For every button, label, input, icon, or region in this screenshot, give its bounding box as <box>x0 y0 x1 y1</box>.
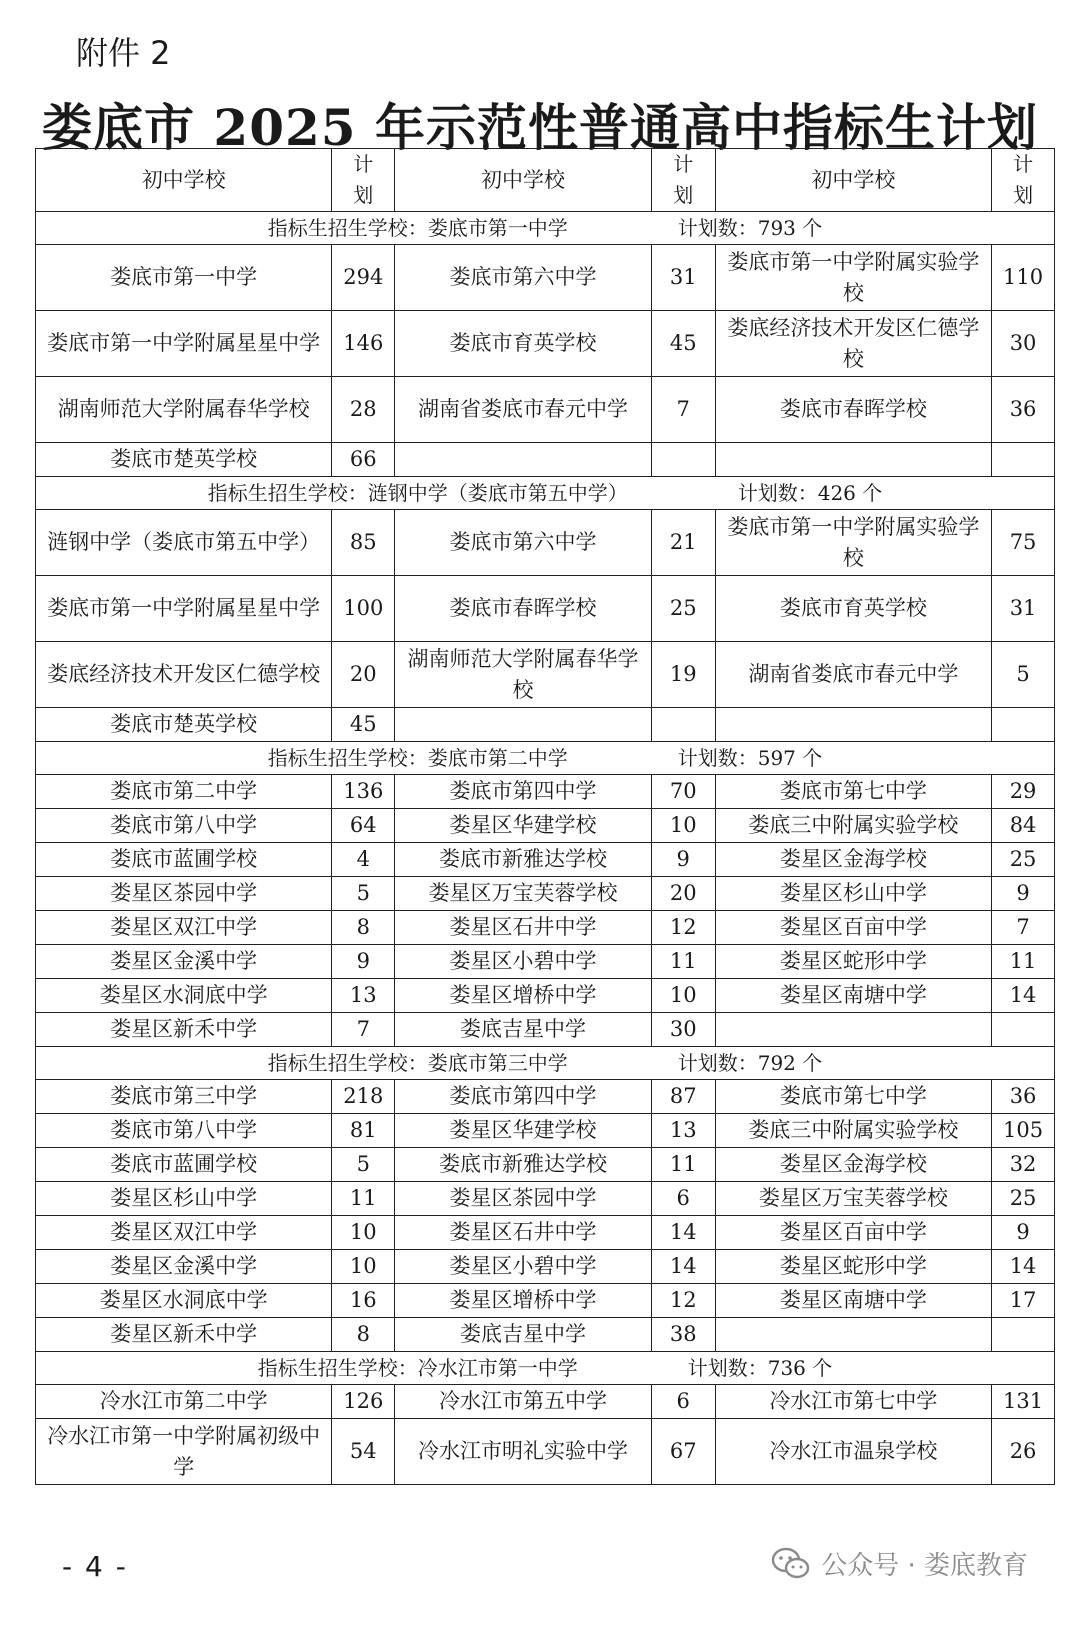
wechat-icon <box>771 1547 811 1581</box>
plan-count-cell: 9 <box>992 1216 1055 1250</box>
header-school: 初中学校 <box>36 149 332 212</box>
school-name-cell: 娄底市第八中学 <box>36 809 332 843</box>
school-name-cell: 娄底市第一中学附属星星中学 <box>36 311 332 377</box>
school-name-cell: 娄底市春晖学校 <box>715 377 991 443</box>
plan-count-cell: 30 <box>651 1013 715 1047</box>
school-name-cell: 娄底市第一中学附属实验学校 <box>715 510 991 576</box>
school-name-cell: 娄星区水洞底中学 <box>36 979 332 1013</box>
school-name-cell: 娄底吉星中学 <box>395 1013 652 1047</box>
school-name-cell: 娄底市第一中学附属实验学校 <box>715 245 991 311</box>
plan-count-cell: 5 <box>992 642 1055 708</box>
section-heading-row <box>36 1047 1055 1080</box>
watermark <box>771 1545 1028 1582</box>
school-name-cell: 涟钢中学（娄底市第五中学） <box>36 510 332 576</box>
school-name-cell: 冷水江市温泉学校 <box>715 1419 991 1485</box>
school-name-cell: 娄底市第二中学 <box>36 775 332 809</box>
header-school: 初中学校 <box>715 149 991 212</box>
table-row <box>36 1419 1055 1485</box>
plan-count-cell <box>651 708 715 742</box>
plan-count-cell: 21 <box>651 510 715 576</box>
plan-count-cell: 19 <box>651 642 715 708</box>
school-name-cell: 娄底市楚英学校 <box>36 708 332 742</box>
table-row <box>36 1250 1055 1284</box>
plan-count-cell: 66 <box>332 443 395 477</box>
section-school: 指标生招生学校：娄底市第二中学 <box>267 745 568 770</box>
table-row <box>36 1114 1055 1148</box>
school-name-cell: 娄星区百亩中学 <box>715 1216 991 1250</box>
school-name-cell: 娄底市第四中学 <box>395 775 652 809</box>
school-name-cell: 娄底市楚英学校 <box>36 443 332 477</box>
table-row <box>36 443 1055 477</box>
school-name-cell: 娄星区万宝芙蓉学校 <box>715 1182 991 1216</box>
plan-count-cell: 54 <box>332 1419 395 1485</box>
school-name-cell: 娄底市第四中学 <box>395 1080 652 1114</box>
plan-count-cell: 45 <box>651 311 715 377</box>
section-heading-row <box>36 742 1055 775</box>
plan-count-cell: 64 <box>332 809 395 843</box>
section-heading <box>36 477 1055 510</box>
school-name-cell <box>715 1013 991 1047</box>
plan-count-cell: 10 <box>332 1250 395 1284</box>
plan-count-cell: 11 <box>651 1148 715 1182</box>
plan-count-cell: 67 <box>651 1419 715 1485</box>
plan-count-cell: 6 <box>651 1182 715 1216</box>
school-name-cell: 娄底市蓝圃学校 <box>36 843 332 877</box>
plan-count-cell: 36 <box>992 377 1055 443</box>
plan-count-cell: 29 <box>992 775 1055 809</box>
school-name-cell: 娄底市第一中学附属星星中学 <box>36 576 332 642</box>
plan-count-cell: 26 <box>992 1419 1055 1485</box>
school-name-cell: 娄星区小碧中学 <box>395 945 652 979</box>
plan-count-cell: 8 <box>332 911 395 945</box>
table-row <box>36 245 1055 311</box>
school-name-cell <box>715 1318 991 1352</box>
plan-count-cell: 10 <box>332 1216 395 1250</box>
plan-count-cell: 7 <box>651 377 715 443</box>
school-name-cell: 娄星区金海学校 <box>715 843 991 877</box>
section-heading <box>36 212 1055 245</box>
plan-count-cell: 25 <box>651 576 715 642</box>
school-name-cell: 娄星区金溪中学 <box>36 1250 332 1284</box>
plan-count-cell <box>992 1318 1055 1352</box>
plan-count-cell: 25 <box>992 1182 1055 1216</box>
table-row <box>36 1284 1055 1318</box>
plan-count-cell: 17 <box>992 1284 1055 1318</box>
table-row <box>36 809 1055 843</box>
page-number: - 4 - <box>62 1550 128 1583</box>
plan-count-cell: 38 <box>651 1318 715 1352</box>
plan-count-cell: 87 <box>651 1080 715 1114</box>
plan-count-cell: 6 <box>651 1385 715 1419</box>
school-name-cell: 娄星区新禾中学 <box>36 1013 332 1047</box>
section-heading <box>36 1352 1055 1385</box>
table-row <box>36 642 1055 708</box>
school-name-cell: 娄星区华建学校 <box>395 809 652 843</box>
school-name-cell: 娄星区水洞底中学 <box>36 1284 332 1318</box>
school-name-cell <box>395 708 652 742</box>
table-row <box>36 979 1055 1013</box>
school-name-cell: 娄星区石井中学 <box>395 1216 652 1250</box>
table-row <box>36 1216 1055 1250</box>
school-name-cell: 娄星区茶园中学 <box>36 877 332 911</box>
table-row <box>36 1385 1055 1419</box>
table-row <box>36 945 1055 979</box>
school-name-cell: 娄星区小碧中学 <box>395 1250 652 1284</box>
table-row <box>36 911 1055 945</box>
plan-count-cell: 126 <box>332 1385 395 1419</box>
school-name-cell: 娄星区石井中学 <box>395 911 652 945</box>
plan-count-cell <box>992 1013 1055 1047</box>
school-name-cell: 娄底市育英学校 <box>395 311 652 377</box>
table-row <box>36 377 1055 443</box>
plan-count-cell: 14 <box>651 1250 715 1284</box>
plan-count-cell: 13 <box>651 1114 715 1148</box>
section-heading <box>36 1047 1055 1080</box>
plan-count-cell <box>992 708 1055 742</box>
section-school: 指标生招生学校：冷水江市第一中学 <box>257 1355 578 1380</box>
school-name-cell: 娄底市第六中学 <box>395 510 652 576</box>
school-name-cell: 娄星区蛇形中学 <box>715 945 991 979</box>
school-name-cell: 娄底市第六中学 <box>395 245 652 311</box>
section-count: 计划数：792 个 <box>677 1050 823 1075</box>
section-count: 计划数：597 个 <box>677 745 823 770</box>
school-name-cell: 湖南省娄底市春元中学 <box>715 642 991 708</box>
table-row <box>36 775 1055 809</box>
school-name-cell: 娄底吉星中学 <box>395 1318 652 1352</box>
plan-count-cell: 11 <box>651 945 715 979</box>
school-name-cell: 娄底市春晖学校 <box>395 576 652 642</box>
school-name-cell: 娄星区新禾中学 <box>36 1318 332 1352</box>
attachment-label: 附件 2 <box>76 34 171 72</box>
plan-count-cell: 30 <box>992 311 1055 377</box>
watermark-text: 公众号 · 娄底教育 <box>821 1551 1028 1581</box>
school-name-cell <box>715 443 991 477</box>
plan-count-cell: 131 <box>992 1385 1055 1419</box>
school-name-cell: 娄星区万宝芙蓉学校 <box>395 877 652 911</box>
header-school: 初中学校 <box>395 149 652 212</box>
table-row <box>36 843 1055 877</box>
school-name-cell: 娄星区双江中学 <box>36 911 332 945</box>
table-row <box>36 1318 1055 1352</box>
plan-count-cell: 105 <box>992 1114 1055 1148</box>
plan-count-cell: 25 <box>992 843 1055 877</box>
table-row <box>36 1013 1055 1047</box>
plan-count-cell: 13 <box>332 979 395 1013</box>
school-name-cell: 娄底市第七中学 <box>715 775 991 809</box>
section-count: 计划数：736 个 <box>687 1355 833 1380</box>
school-name-cell: 娄底市新雅达学校 <box>395 1148 652 1182</box>
school-name-cell: 娄星区华建学校 <box>395 1114 652 1148</box>
plan-count-cell: 75 <box>992 510 1055 576</box>
table-row <box>36 576 1055 642</box>
plan-count-cell: 32 <box>992 1148 1055 1182</box>
plan-count-cell: 31 <box>992 576 1055 642</box>
plan-count-cell: 10 <box>651 979 715 1013</box>
table-header-row <box>36 149 1055 212</box>
plan-count-cell: 7 <box>332 1013 395 1047</box>
plan-count-cell: 85 <box>332 510 395 576</box>
school-name-cell: 娄星区增桥中学 <box>395 1284 652 1318</box>
school-name-cell: 娄底三中附属实验学校 <box>715 809 991 843</box>
school-name-cell: 湖南师范大学附属春华学校 <box>36 377 332 443</box>
school-name-cell: 冷水江市明礼实验中学 <box>395 1419 652 1485</box>
school-name-cell: 娄底市第八中学 <box>36 1114 332 1148</box>
table-row <box>36 311 1055 377</box>
school-name-cell: 娄星区杉山中学 <box>36 1182 332 1216</box>
plan-count-cell: 45 <box>332 708 395 742</box>
section-count: 计划数：793 个 <box>677 215 823 240</box>
section-heading-row <box>36 212 1055 245</box>
plan-count-cell: 12 <box>651 1284 715 1318</box>
school-name-cell: 娄星区双江中学 <box>36 1216 332 1250</box>
plan-count-cell: 9 <box>992 877 1055 911</box>
plan-count-cell: 146 <box>332 311 395 377</box>
table-row <box>36 1080 1055 1114</box>
section-school: 指标生招生学校：娄底市第三中学 <box>267 1050 568 1075</box>
school-name-cell: 娄底经济技术开发区仁德学校 <box>715 311 991 377</box>
school-name-cell: 湖南师范大学附属春华学校 <box>395 642 652 708</box>
plan-count-cell: 20 <box>651 877 715 911</box>
school-name-cell: 娄星区蛇形中学 <box>715 1250 991 1284</box>
page-title: 娄底市 2025 年示范性普通高中指标生计划 <box>42 98 1038 157</box>
plan-count-cell: 81 <box>332 1114 395 1148</box>
header-plan: 计 划 <box>651 149 715 212</box>
table-row <box>36 1148 1055 1182</box>
plan-count-cell: 16 <box>332 1284 395 1318</box>
plan-count-cell: 5 <box>332 877 395 911</box>
school-name-cell: 娄星区金溪中学 <box>36 945 332 979</box>
plan-count-cell: 218 <box>332 1080 395 1114</box>
plan-count-cell: 14 <box>651 1216 715 1250</box>
school-name-cell: 娄星区南塘中学 <box>715 1284 991 1318</box>
header-plan: 计 划 <box>992 149 1055 212</box>
plan-count-cell: 14 <box>992 979 1055 1013</box>
section-heading <box>36 742 1055 775</box>
plan-count-cell: 7 <box>992 911 1055 945</box>
school-name-cell: 娄星区茶园中学 <box>395 1182 652 1216</box>
plan-count-cell: 70 <box>651 775 715 809</box>
table-row <box>36 708 1055 742</box>
plan-count-cell: 294 <box>332 245 395 311</box>
plan-count-cell: 136 <box>332 775 395 809</box>
plan-count-cell <box>992 443 1055 477</box>
school-name-cell: 湖南省娄底市春元中学 <box>395 377 652 443</box>
school-name-cell: 冷水江市第五中学 <box>395 1385 652 1419</box>
plan-count-cell: 28 <box>332 377 395 443</box>
quota-plan-table <box>35 148 1055 1485</box>
school-name-cell: 娄星区金海学校 <box>715 1148 991 1182</box>
school-name-cell: 娄底市蓝圃学校 <box>36 1148 332 1182</box>
plan-count-cell: 100 <box>332 576 395 642</box>
section-heading-row <box>36 1352 1055 1385</box>
school-name-cell: 娄底市第一中学 <box>36 245 332 311</box>
table-row <box>36 510 1055 576</box>
plan-count-cell: 11 <box>332 1182 395 1216</box>
school-name-cell: 娄底市第七中学 <box>715 1080 991 1114</box>
school-name-cell: 冷水江市第七中学 <box>715 1385 991 1419</box>
plan-count-cell: 12 <box>651 911 715 945</box>
plan-count-cell: 36 <box>992 1080 1055 1114</box>
section-school: 指标生招生学校：娄底市第一中学 <box>267 215 568 240</box>
section-school: 指标生招生学校：涟钢中学（娄底市第五中学） <box>207 480 628 505</box>
school-name-cell: 娄底三中附属实验学校 <box>715 1114 991 1148</box>
school-name-cell <box>715 708 991 742</box>
plan-count-cell: 11 <box>992 945 1055 979</box>
plan-count-cell: 9 <box>651 843 715 877</box>
table-row <box>36 1182 1055 1216</box>
plan-count-cell: 5 <box>332 1148 395 1182</box>
plan-count-cell: 8 <box>332 1318 395 1352</box>
header-plan: 计 划 <box>332 149 395 212</box>
school-name-cell: 娄底经济技术开发区仁德学校 <box>36 642 332 708</box>
plan-count-cell: 31 <box>651 245 715 311</box>
plan-count-cell: 4 <box>332 843 395 877</box>
plan-count-cell: 9 <box>332 945 395 979</box>
school-name-cell: 娄星区增桥中学 <box>395 979 652 1013</box>
school-name-cell: 娄底市第三中学 <box>36 1080 332 1114</box>
plan-count-cell: 14 <box>992 1250 1055 1284</box>
school-name-cell: 娄底市育英学校 <box>715 576 991 642</box>
section-heading-row <box>36 477 1055 510</box>
section-count: 计划数：426 个 <box>737 480 883 505</box>
school-name-cell: 冷水江市第一中学附属初级中学 <box>36 1419 332 1485</box>
plan-count-cell: 10 <box>651 809 715 843</box>
school-name-cell <box>395 443 652 477</box>
school-name-cell: 冷水江市第二中学 <box>36 1385 332 1419</box>
school-name-cell: 娄底市新雅达学校 <box>395 843 652 877</box>
plan-count-cell: 110 <box>992 245 1055 311</box>
plan-count-cell: 20 <box>332 642 395 708</box>
school-name-cell: 娄星区杉山中学 <box>715 877 991 911</box>
plan-count-cell: 84 <box>992 809 1055 843</box>
plan-table-body <box>36 149 1055 1485</box>
table-row <box>36 877 1055 911</box>
school-name-cell: 娄星区百亩中学 <box>715 911 991 945</box>
school-name-cell: 娄星区南塘中学 <box>715 979 991 1013</box>
plan-count-cell <box>651 443 715 477</box>
